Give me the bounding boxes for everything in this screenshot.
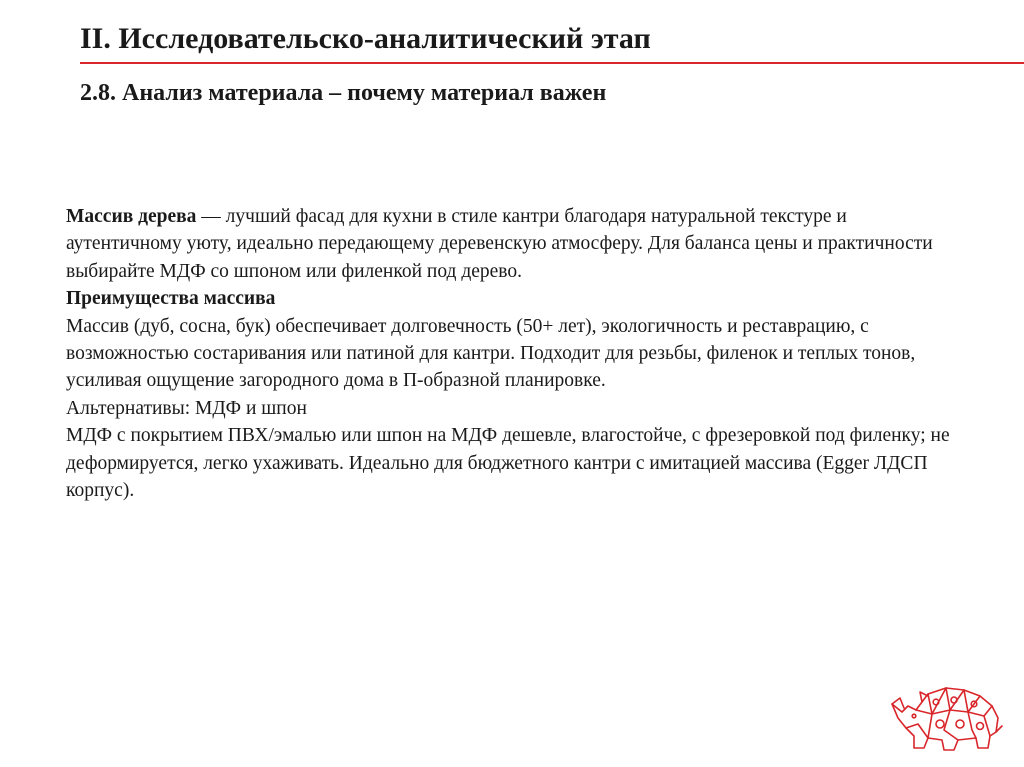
section-heading-advantages: Преимущества массива <box>66 288 276 310</box>
section-text-advantages: Массив (дуб, сосна, бук) обеспечивает долговечность (50+ лет), экологичность и реставрацию, с возможностью состаривания или патиной для кантри. Подходит для резьбы, филенок и теплых тонов, усиливая ощущение загородного дома в П-образной планировке. <box>66 315 916 392</box>
section-text-alternatives: МДФ с покрытием ПВХ/эмалью или шпон на МДФ дешевле, влагостойче, с фрезеровкой под филенку; не деформируется, легко ухаживать. Идеально для бюджетного кантри с имитацией массива (Egger ЛДСП корпус). <box>66 425 950 502</box>
slide-title: II. Исследовательско-аналитический этап <box>80 22 651 55</box>
rhino-logo-icon <box>888 680 1004 752</box>
slide-subtitle: 2.8. Анализ материала – почему материал важен <box>80 80 607 106</box>
title-divider <box>80 62 1024 64</box>
body-text <box>66 203 956 504</box>
intro-bold-term: Массив дерева <box>66 206 197 227</box>
intro-text: — лучший фасад для кухни в стиле кантри благодаря натуральной текстуре и аутентичному уюту, идеально передающему деревенскую атмосферу. Для баланса цены и практичности выбирайте МДФ со шпоном или филенкой под дерево. <box>66 206 933 282</box>
intro-paragraph <box>66 203 956 285</box>
section-heading-alternatives: Альтернативы: МДФ и шпон <box>66 397 307 419</box>
